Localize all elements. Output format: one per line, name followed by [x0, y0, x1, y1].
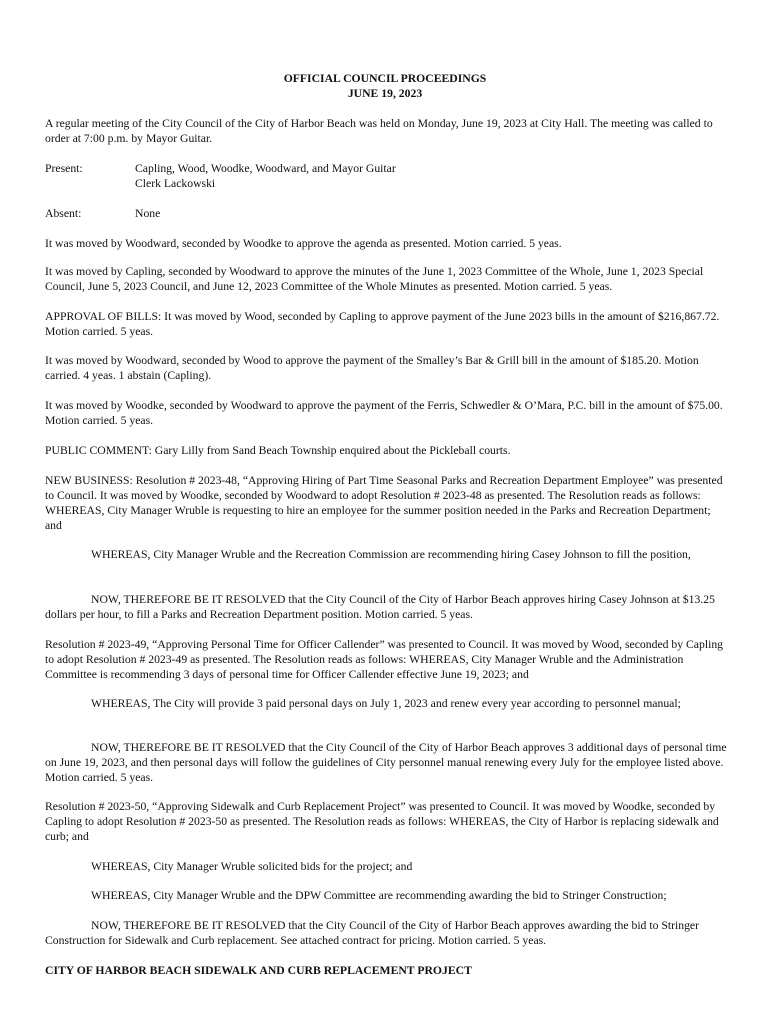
absent-value: None — [135, 207, 161, 220]
resolution-49-intro: Resolution # 2023-49, “Approving Personal Time for Officer Callender” was presented to Council. It was moved by Wood, seconded by Capling to adopt Resolution # 2023-49 as presented. The Resolution reads as follows: WHEREAS, City Manager Wruble and the Administration Committee is recommending 3 days of personal time for Officer Callender effective June 19, 2023; and — [45, 638, 724, 681]
present-clerk: Clerk Lackowski — [135, 177, 216, 190]
agenda-motion: It was moved by Woodward, seconded by Woodke to approve the agenda as presented. Motion carried. 5 yeas. — [45, 237, 562, 250]
present-label: Present: — [45, 162, 83, 175]
document-title: OFFICIAL COUNCIL PROCEEDINGS — [283, 72, 487, 85]
section-heading: CITY OF HARBOR BEACH SIDEWALK AND CURB REPLACEMENT PROJECT — [45, 964, 472, 977]
document-date: JUNE 19, 2023 — [347, 87, 423, 100]
ferris-motion: It was moved by Woodke, seconded by Woodward to approve the payment of the Ferris, Schwedler & O’Mara, P.C. bill in the amount of $75.00. Motion carried. 5 yeas. — [45, 399, 723, 427]
bills-motion: APPROVAL OF BILLS: It was moved by Wood, seconded by Capling to approve payment of the June 2023 bills in the amount of $216,867.72. Motion carried. 5 yeas. — [45, 310, 720, 338]
resolution-48-whereas: WHEREAS, City Manager Wruble and the Recreation Commission are recommending hiring Casey Johnson to fill the position, — [91, 548, 691, 561]
new-business-paragraph: NEW BUSINESS: Resolution # 2023-48, “Approving Hiring of Part Time Seasonal Parks and Recreation Department Employee” was presented to Council. It was moved by Woodke, seconded by Woodward to adopt Resolution # 2023-48 as presented. The Resolution reads as follows: WHEREAS, City Manager Wruble is requesting to hire an employee for the summer position needed in the Parks and Recreation Department; and — [45, 474, 723, 532]
resolution-49-whereas: WHEREAS, The City will provide 3 paid personal days on July 1, 2023 and renew every year according to personnel manual; — [91, 697, 681, 710]
resolution-48-resolved: NOW, THEREFORE BE IT RESOLVED that the City Council of the City of Harbor Beach approves hiring Casey Johnson at $13.25 dollars per hour, to fill a Parks and Recreation Department position. Motion carried. 5 yeas. — [45, 593, 715, 621]
resolution-50-whereas-recommend: WHEREAS, City Manager Wruble and the DPW Committee are recommending awarding the bid to Stringer Construction; — [91, 889, 667, 902]
minutes-motion: It was moved by Capling, seconded by Woodward to approve the minutes of the June 1, 2023 Committee of the Whole, June 1, 2023 Special Council, June 5, 2023 Council, and June 12, 2023 Committee of the Whole Minutes as presented. Motion carried. 5 yeas. — [45, 265, 704, 293]
resolution-50-whereas-bids: WHEREAS, City Manager Wruble solicited bids for the project; and — [91, 860, 413, 873]
present-members: Capling, Wood, Woodke, Woodward, and Mayor Guitar — [135, 162, 396, 175]
resolution-50-intro: Resolution # 2023-50, “Approving Sidewalk and Curb Replacement Project” was presented to Council. It was moved by Woodke, seconded by Capling to adopt Resolution # 2023-50 as presented. The Resolution reads as follows: WHEREAS, the City of Harbor is replacing sidewalk and curb; and — [45, 800, 719, 843]
public-comment: PUBLIC COMMENT: Gary Lilly from Sand Beach Township enquired about the Pickleball courts. — [45, 444, 511, 457]
resolution-49-resolved: NOW, THEREFORE BE IT RESOLVED that the City Council of the City of Harbor Beach approves 3 additional days of personal time on June 19, 2023, and then personal days will follow the guidelines of City personnel manual renewing every July for the employee listed above. Motion carried. 5 yeas. — [45, 741, 727, 784]
intro-paragraph: A regular meeting of the City Council of the City of Harbor Beach was held on Monday, June 19, 2023 at City Hall. The meeting was called to order at 7:00 p.m. by Mayor Guitar. — [45, 117, 713, 145]
smalleys-motion: It was moved by Woodward, seconded by Wood to approve the payment of the Smalley’s Bar & Grill bill in the amount of $185.20. Motion carried. 4 yeas. 1 abstain (Capling). — [45, 354, 699, 382]
resolution-50-resolved: NOW, THEREFORE BE IT RESOLVED that the City Council of the City of Harbor Beach approves awarding the bid to Stringer Construction for Sidewalk and Curb replacement. See attached contract for pricing. Motion carried. 5 yeas. — [45, 919, 699, 947]
absent-label: Absent: — [45, 207, 82, 220]
